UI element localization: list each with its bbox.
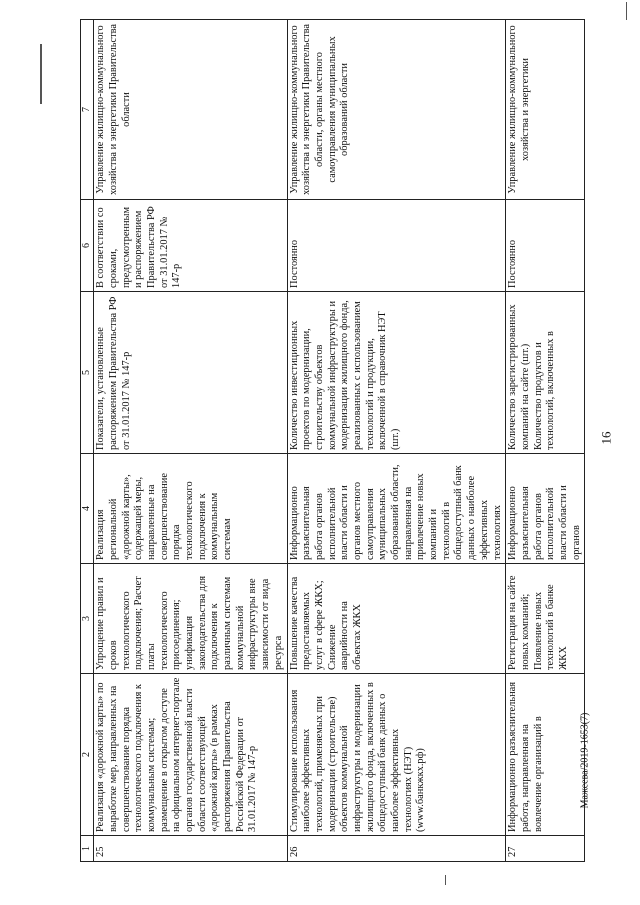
event-cell: Информационно разъяснительная работа, направленная на вовлечение организаций в <box>506 674 585 836</box>
col-header: 1 <box>81 836 94 862</box>
indicator-cell: Количество инвестиционных проектов по модернизации, строительству объектов коммунальной инфраструктуры и модернизации жилищного фонда, реализованных с использованием технологий и продукции, включенной в справочник НЭТ (шт.) <box>287 292 506 454</box>
problem-cell: Повышение качества предоставляемых услуг в сфере ЖКХ; Снижение аварийности на объектах ЖКХ <box>287 564 506 674</box>
page-number <box>600 430 630 460</box>
responsible-cell: Управление жилищно-коммунального хозяйства и энергетики Правительства области, органы местного самоуправления муниципальных образований области <box>287 20 506 200</box>
responsible-cell: Управление жилищно-коммунального хозяйства и энергетики <box>506 20 585 200</box>
col-header: 4 <box>81 454 94 564</box>
responsible-cell: Управление жилищно-коммунального хозяйства и энергетики Правительства области <box>94 20 287 200</box>
page-number-text: 16 <box>598 431 614 445</box>
result-cell: Реализация региональной «дорожной карты», содержащей меры, направленные на совершенствование порядка технологического подключения к коммунальным системам <box>94 454 287 564</box>
col-header: 3 <box>81 564 94 674</box>
event-cell: Реализация «дорожной карты» по выработке мер, направленных на совершенствование порядка технологического подключения к коммунальным системам; размещение в открытом доступе на официальном интернет-портале органов государственной власти области соответствующей «дорожной карты» (в рамках распоряжения Правительства Российской Федерации от 31.01.2017 № 147-р <box>94 674 287 836</box>
rotated-table-frame <box>80 20 582 862</box>
result-cell: Информационно разъяснительная работа органов исполнительной власти области и органов местного самоуправления муниципальных образований области, направленная на привлечение новых компаний и технологий в общедоступный банк данных о наиболее эффективных технологиях <box>287 454 506 564</box>
col-header: 6 <box>81 200 94 292</box>
footer-code-text: Мажеева/2019-1653(7) <box>579 712 591 809</box>
col-header: 7 <box>81 20 94 200</box>
col-header: 5 <box>81 292 94 454</box>
right-edge-mark <box>626 2 627 20</box>
table-row <box>287 20 506 862</box>
event-cell: Стимулирование использования наиболее эффективных технологий, применяемых при модернизации (строительстве) объектов коммунальной инфраструктуры и модернизации жилищного фонда, включенных в общедоступный банк данных о наиболее эффективных технологиях (НЭТ) (www.банкжкх.рф) <box>287 674 506 836</box>
deadline-cell: Постоянно <box>506 200 585 292</box>
row-number: 27 <box>506 836 585 862</box>
document-footer-code <box>575 640 595 890</box>
indicator-cell: Показатели, установленные распоряжением Правительства РФ от 31.01.2017 № 147-р <box>94 292 287 454</box>
col-header: 2 <box>81 674 94 836</box>
problem-cell: Упрощение правил и сроков технологического подключения; Расчет платы технологического присоединения; унификация законодательства для подключения к различным системам коммунальной инфраструктуры вне зависимости от вида ресурса <box>94 564 287 674</box>
indicator-cell: Количество зарегистрированных компаний на сайте (шт.) Количество продуктов и технологий, включенных в <box>506 292 585 454</box>
rotated-table-container <box>80 20 582 862</box>
deadline-cell: Постоянно <box>287 200 506 292</box>
row-number: 25 <box>94 836 287 862</box>
row-number: 26 <box>287 836 506 862</box>
plan-table <box>80 19 585 862</box>
problem-cell: Регистрация на сайте новых компаний; Появление новых технологий в банке ЖКХ <box>506 564 585 674</box>
table-row <box>94 20 287 862</box>
table-header-row <box>81 20 94 862</box>
top-edge-line <box>40 44 42 104</box>
deadline-cell: В соответствии со сроками, предусмотренными распоряжением Правительства РФ от 31.01.2017 № 147-р <box>94 200 287 292</box>
result-cell: Информационно разъяснительная работа органов исполнительной власти области и органов <box>506 454 585 564</box>
table-row <box>506 20 585 862</box>
bottom-edge-mark <box>445 875 446 885</box>
